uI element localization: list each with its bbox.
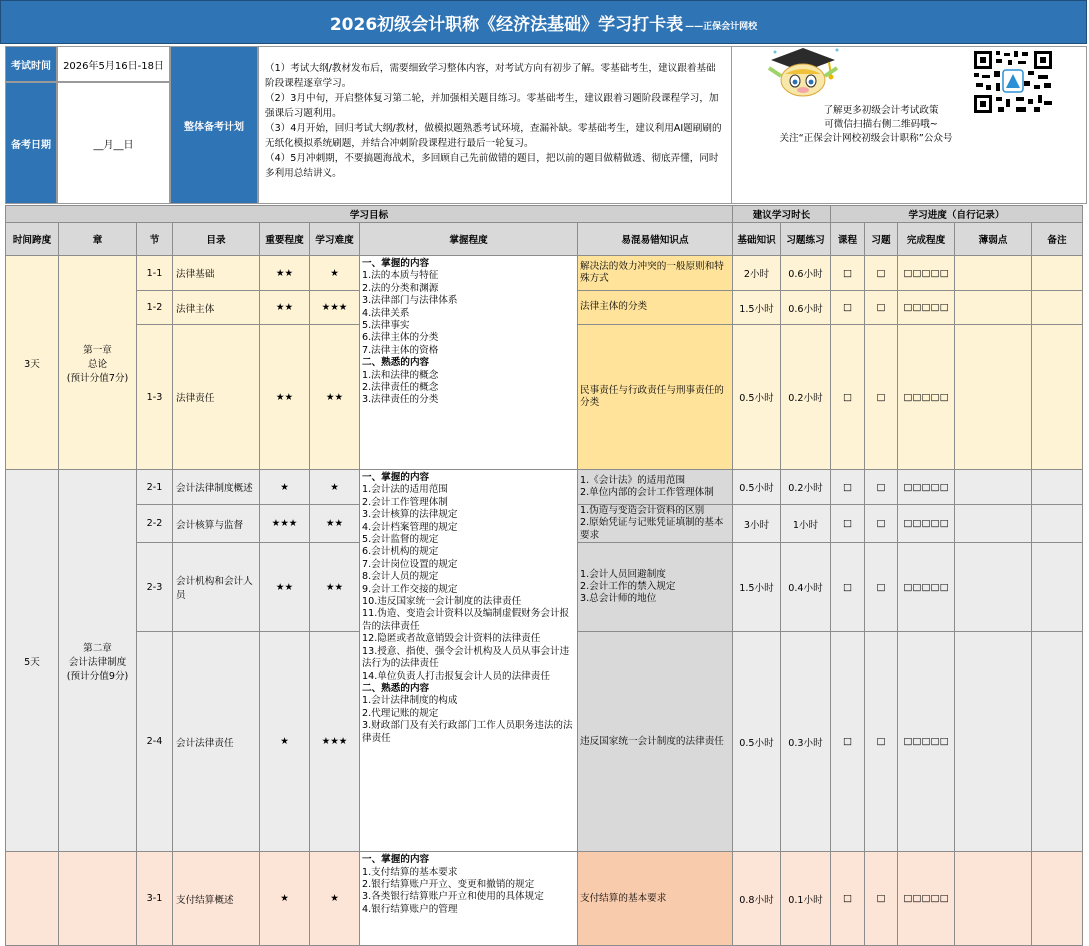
weak-point-cell[interactable] [955,543,1032,632]
mastery-line: 14.单位负责人打击报复会计人员的法律责任 [362,670,550,682]
notes-cell[interactable] [1032,852,1083,946]
mastery-line: 12.隐匿或者故意销毁会计资料的法律责任 [362,633,541,645]
sheet-title [0,0,1087,44]
time-span-cell: 3天 [6,256,59,470]
section-no-cell: 1-2 [137,291,173,325]
mastery-line: 11.伪造、变造会计资料以及编制虚假财务会计报告的法律责任 [362,608,570,632]
exercise-time-cell: 0.6小时 [781,256,831,291]
toc-cell: 会计核算与监督 [173,505,260,543]
weak-point-cell[interactable] [955,632,1032,852]
mastery-line: 2.法的分类和渊源 [362,282,439,294]
plan-text [258,46,732,204]
col-weak-header: 薄弱点 [955,223,1032,256]
basic-time-cell: 0.5小时 [733,325,781,470]
mastery-line: 8.会计人员的规定 [362,571,439,583]
table-row [6,256,1083,291]
basic-time-cell: 0.8小时 [733,852,781,946]
importance-stars: ★★ [260,291,310,325]
exercise-time-cell: 0.2小时 [781,470,831,505]
difficulty-stars: ★★★ [310,632,360,852]
plan-line: （3）4月开始，回归考试大纲/教材，做模拟题熟悉考试环境，查漏补缺。零基础考生，建议利用AI题刷刷的无纸化模拟系统刷题，并结合冲刺阶段课程进行最后一轮复习。 [265,123,722,149]
confusing-points-cell: 法律主体的分类 [578,291,733,325]
basic-time-cell: 1.5小时 [733,543,781,632]
chapter-line: (预计分值9分) [66,670,129,682]
importance-stars: ★★★ [260,505,310,543]
plan-label: 整体备考计划 [170,46,258,204]
difficulty-stars: ★ [310,256,360,291]
weak-point-cell[interactable] [955,325,1032,470]
mastery-line: 4.银行结算账户的管理 [362,903,458,915]
mastery-line: 13.授意、指使、强令会计机构及人员从事会计违法行为的法律责任 [362,645,570,670]
group-progress-header: 学习进度（自行记录） [831,206,1083,223]
mastery-line: 5.会计监督的规定 [362,534,439,546]
section-no-cell: 2-1 [137,470,173,505]
col-completion-header: 完成程度 [898,223,955,256]
mastery-line: 二、熟悉的内容 [362,357,430,369]
confusing-points-cell: 违反国家统一会计制度的法律责任 [578,632,733,852]
toc-cell: 会计法律制度概述 [173,470,260,505]
mastery-line: 5.法律事实 [362,320,410,332]
mastery-line: 二、熟悉的内容 [362,682,430,694]
plan-line: （4）5月冲刺期，不要搞题海战术，多回顾自己先前做错的题目，把以前的题目做精做透、彻底弄懂，同时多利用总结讲义。 [265,153,719,179]
mastery-line: 9.会计工作交接的规定 [362,583,458,595]
col-exercise-time-header: 习题练习 [781,223,831,256]
toc-cell: 会计机构和会计人员 [173,543,260,632]
mastery-line: 3.法律责任的分类 [362,394,439,406]
qr-code-icon [972,49,1054,115]
mastery-cell [360,470,578,852]
confusing-points-cell: 1.伪造与变造会计资料的区别 2.原始凭证与记账凭证填制的基本要求 [578,505,733,543]
importance-stars: ★ [260,470,310,505]
exercise-checkbox[interactable]: □ [865,325,898,470]
col-exercise-header: 习题 [865,223,898,256]
exam-time-label: 考试时间 [5,46,57,82]
group-header-row [6,206,1083,223]
info-text [752,104,980,146]
col-importance-header: 重要程度 [260,223,310,256]
mastery-line: 6.会计机构的规定 [362,546,439,558]
toc-cell: 支付结算概述 [173,852,260,946]
completion-boxes[interactable]: □□□□□ [898,470,955,505]
importance-stars: ★ [260,632,310,852]
col-mastery-header: 掌握程度 [360,223,578,256]
completion-boxes[interactable]: □□□□□ [898,632,955,852]
mastery-line: 2.法律责任的概念 [362,382,439,394]
chapter-line: 第二章 [83,642,112,654]
prep-date-value[interactable]: __月__日 [57,82,170,204]
importance-stars: ★★ [260,256,310,291]
notes-cell[interactable] [1032,470,1083,505]
course-checkbox[interactable]: □ [831,505,865,543]
table-row [6,470,1083,505]
plan-line: （1）考试大纲/教材发布后，需要细致学习整体内容，对考试方向有初步了解。零基础考生，建议跟着基础阶段课程逐章学习。 [265,63,716,89]
exercise-checkbox[interactable]: □ [865,505,898,543]
chapter-line: 会计法律制度 [68,656,127,668]
graduate-mascot-icon [763,46,843,104]
course-checkbox[interactable]: □ [831,543,865,632]
exercise-checkbox[interactable]: □ [865,256,898,291]
col-span-header: 时间跨度 [6,223,59,256]
col-chapter-header: 章 [59,223,137,256]
notes-cell[interactable] [1032,291,1083,325]
mastery-line: 一、掌握的内容 [362,258,430,269]
toc-cell: 会计法律责任 [173,632,260,852]
exercise-time-cell: 0.6小时 [781,291,831,325]
mastery-cell [360,852,578,946]
col-section-header: 节 [137,223,173,256]
section-no-cell: 1-1 [137,256,173,291]
section-no-cell: 3-1 [137,852,173,946]
exercise-time-cell: 0.1小时 [781,852,831,946]
notes-cell[interactable] [1032,325,1083,470]
plan-line: （2）3月中旬，开启整体复习第二轮，并加强相关题目练习。零基础考生，建议跟着习题阶段课程学习，加强课后习题利用。 [265,93,719,119]
completion-boxes[interactable]: □□□□□ [898,543,955,632]
toc-cell: 法律基础 [173,256,260,291]
mastery-line: 7.法律主体的资格 [362,344,439,356]
exercise-checkbox[interactable]: □ [865,470,898,505]
time-span-cell [6,852,59,946]
notes-cell[interactable] [1032,632,1083,852]
confusing-points-cell: 1.会计人员回避制度 2.会计工作的禁入规定 3.总会计师的地位 [578,543,733,632]
col-difficulty-header: 学习难度 [310,223,360,256]
info-line: 可微信扫描右侧二维码哦~ [824,119,938,130]
exercise-checkbox[interactable]: □ [865,852,898,946]
course-checkbox[interactable]: □ [831,325,865,470]
completion-boxes[interactable]: □□□□□ [898,325,955,470]
basic-time-cell: 1.5小时 [733,291,781,325]
chapter-line: 总论 [87,358,108,370]
exercise-time-cell: 0.3小时 [781,632,831,852]
weak-point-cell[interactable] [955,505,1032,543]
completion-boxes[interactable]: □□□□□ [898,291,955,325]
completion-boxes[interactable]: □□□□□ [898,852,955,946]
course-checkbox[interactable]: □ [831,470,865,505]
mastery-line: 10.违反国家统一会计制度的法律责任 [362,596,522,608]
weak-point-cell[interactable] [955,291,1032,325]
chapter-cell [59,852,137,946]
mastery-line: 2.银行结算账户开立、变更和撤销的规定 [362,879,535,891]
time-span-cell: 5天 [6,470,59,852]
mastery-line: 一、掌握的内容 [362,472,430,483]
basic-time-cell: 0.5小时 [733,470,781,505]
exam-time-value: 2026年5月16日-18日 [57,46,170,82]
mastery-line: 3.各类银行结算账户开立和使用的具体规定 [362,891,544,903]
chapter-line: 第一章 [83,344,112,356]
title-main: 2026初级会计职称《经济法基础》学习打卡表 [329,14,684,35]
difficulty-stars: ★★ [310,505,360,543]
mastery-line: 4.法律关系 [362,307,410,319]
col-confusing-header: 易混易错知识点 [578,223,733,256]
confusing-points-cell: 民事责任与行政责任与刑事责任的分类 [578,325,733,470]
col-toc-header: 目录 [173,223,260,256]
col-basic-time-header: 基础知识 [733,223,781,256]
section-no-cell: 1-3 [137,325,173,470]
section-no-cell: 2-3 [137,543,173,632]
mastery-line: 7.会计岗位设置的规定 [362,558,458,570]
course-checkbox[interactable]: □ [831,256,865,291]
course-checkbox[interactable]: □ [831,632,865,852]
title-sub: ——正保会计网校 [685,21,758,32]
table-row [6,852,1083,946]
course-checkbox[interactable]: □ [831,852,865,946]
exercise-time-cell: 0.4小时 [781,543,831,632]
info-line: 关注“正保会计网校初级会计职称”公众号 [779,133,953,144]
group-goal-header: 学习目标 [6,206,733,223]
mastery-line: 6.法律主体的分类 [362,332,439,344]
basic-time-cell: 0.5小时 [733,632,781,852]
course-checkbox[interactable]: □ [831,291,865,325]
basic-time-cell: 3小时 [733,505,781,543]
chapter-line: (预计分值7分) [66,372,129,384]
toc-cell: 法律责任 [173,325,260,470]
section-no-cell: 2-2 [137,505,173,543]
notes-cell[interactable] [1032,256,1083,291]
difficulty-stars: ★★★ [310,291,360,325]
study-plan-table [5,205,1083,946]
difficulty-stars: ★ [310,470,360,505]
mastery-line: 1.法的本质与特征 [362,270,439,282]
mastery-line: 1.法和法律的概念 [362,369,439,381]
mastery-line: 2.代理记账的规定 [362,707,439,719]
mastery-cell [360,256,578,470]
col-notes-header: 备注 [1032,223,1083,256]
notes-cell[interactable] [1032,505,1083,543]
weak-point-cell[interactable] [955,852,1032,946]
exercise-checkbox[interactable]: □ [865,543,898,632]
col-course-header: 课程 [831,223,865,256]
difficulty-stars: ★★ [310,325,360,470]
column-header-row [6,223,1083,256]
prep-date-label: 备考日期 [5,82,57,204]
toc-cell: 法律主体 [173,291,260,325]
importance-stars: ★★ [260,325,310,470]
weak-point-cell[interactable] [955,256,1032,291]
completion-boxes[interactable]: □□□□□ [898,505,955,543]
mastery-line: 4.会计档案管理的规定 [362,521,458,533]
mastery-line: 一、掌握的内容 [362,854,430,866]
mastery-line: 1.支付结算的基本要求 [362,866,458,878]
confusing-points-cell: 支付结算的基本要求 [578,852,733,946]
difficulty-stars: ★★ [310,543,360,632]
chapter-cell [59,256,137,470]
chapter-cell [59,470,137,852]
section-no-cell: 2-4 [137,632,173,852]
basic-time-cell: 2小时 [733,256,781,291]
importance-stars: ★ [260,852,310,946]
exercise-checkbox[interactable]: □ [865,291,898,325]
importance-stars: ★★ [260,543,310,632]
exercise-time-cell: 0.2小时 [781,325,831,470]
mastery-line: 1.会计法的适用范围 [362,484,448,496]
exercise-checkbox[interactable]: □ [865,632,898,852]
mastery-line: 1.会计法律制度的构成 [362,695,458,707]
confusing-points-cell: 解决法的效力冲突的一般原则和特殊方式 [578,256,733,291]
group-time-header: 建议学习时长 [733,206,831,223]
weak-point-cell[interactable] [955,470,1032,505]
completion-boxes[interactable]: □□□□□ [898,256,955,291]
difficulty-stars: ★ [310,852,360,946]
mastery-line: 3.法律部门与法律体系 [362,295,458,307]
mastery-line: 2.会计工作管理体制 [362,496,448,508]
info-line: 了解更多初级会计考试政策 [823,105,939,116]
confusing-points-cell: 1.《会计法》的适用范围 2.单位内部的会计工作管理体制 [578,470,733,505]
notes-cell[interactable] [1032,543,1083,632]
mastery-line: 3.财政部门及有关行政部门工作人员职务违法的法律责任 [362,720,573,744]
exercise-time-cell: 1小时 [781,505,831,543]
mastery-line: 3.会计核算的法律规定 [362,509,458,521]
